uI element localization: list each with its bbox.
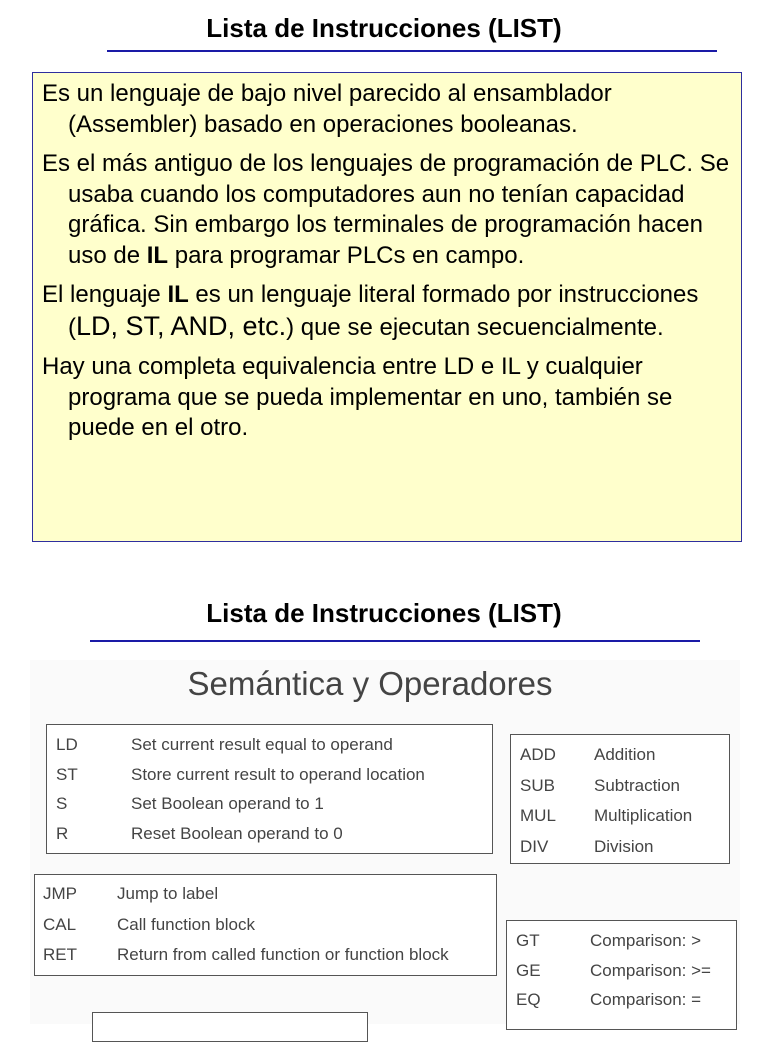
operator-description: Subtraction xyxy=(594,775,680,795)
operator-description: Jump to label xyxy=(117,884,219,903)
load-store-operators-box xyxy=(46,724,493,854)
jump-operators-box xyxy=(34,874,497,976)
operator-code: CAL xyxy=(43,914,77,934)
operator-description: Addition xyxy=(594,745,656,764)
operator-description: Comparison: > xyxy=(590,931,702,950)
operator-code: JMP xyxy=(43,884,77,903)
comparison-operators-box xyxy=(506,920,737,1030)
operator-code: LD xyxy=(56,735,78,754)
operator-code: RET xyxy=(43,945,77,964)
description-panel xyxy=(32,72,742,542)
partial-operators-box xyxy=(92,1012,368,1042)
instruction-examples: LD, ST, AND, etc. xyxy=(76,310,287,341)
operator-description: Call function block xyxy=(117,914,255,934)
il-term: IL xyxy=(167,281,189,308)
slide1-title: Lista de Instrucciones (LIST) xyxy=(206,13,562,43)
operator-description: Reset Boolean operand to 0 xyxy=(131,823,343,843)
operator-code: GT xyxy=(516,931,540,950)
operator-code: SUB xyxy=(520,775,555,795)
operator-code: ADD xyxy=(520,745,556,764)
title-underline xyxy=(90,640,700,642)
operator-description: Store current result to operand location xyxy=(131,764,425,784)
slide2-title: Lista de Instrucciones (LIST) xyxy=(206,598,562,628)
operator-description: Set Boolean operand to 1 xyxy=(131,794,324,813)
operator-code: ST xyxy=(56,764,78,784)
paragraph-intro: Es un lenguaje de bajo nivel parecido al ensamblador (Assembler) basado en operaciones booleanas. xyxy=(42,80,612,138)
paragraph-il-definition: El lenguaje IL es un lenguaje literal formado por instrucciones (LD, ST, AND, etc.) que se ejecutan secuencialmente. xyxy=(42,281,699,341)
paragraph-equivalence: Hay una completa equivalencia entre LD e IL y cualquier programa que se pueda implementar en uno, también se puede en el otro. xyxy=(42,353,673,441)
paragraph-history: Es el más antiguo de los lenguajes de programación de PLC. Se usaba cuando los computadores aun no tenían capacidad gráfica. Sin embargo los terminales de programación hacen uso de IL para programar PLCs en campo. xyxy=(42,150,730,269)
operators-heading: Semántica y Operadores xyxy=(187,665,553,702)
operator-code: R xyxy=(56,823,69,843)
operator-code: GE xyxy=(516,960,541,980)
operator-description: Comparison: = xyxy=(590,990,702,1009)
operator-code: MUL xyxy=(520,806,556,825)
title-underline xyxy=(107,50,717,52)
operator-description: Return from called function or function block xyxy=(117,945,449,964)
operator-code: DIV xyxy=(520,836,549,856)
operator-description: Comparison: >= xyxy=(590,960,711,980)
operator-description: Multiplication xyxy=(594,806,693,825)
operator-description: Division xyxy=(594,836,654,856)
operator-code: S xyxy=(56,794,68,813)
operator-description: Set current result equal to operand xyxy=(131,735,393,754)
il-term: IL xyxy=(146,241,169,269)
arithmetic-operators-box xyxy=(510,734,730,864)
operator-code: EQ xyxy=(516,990,541,1009)
